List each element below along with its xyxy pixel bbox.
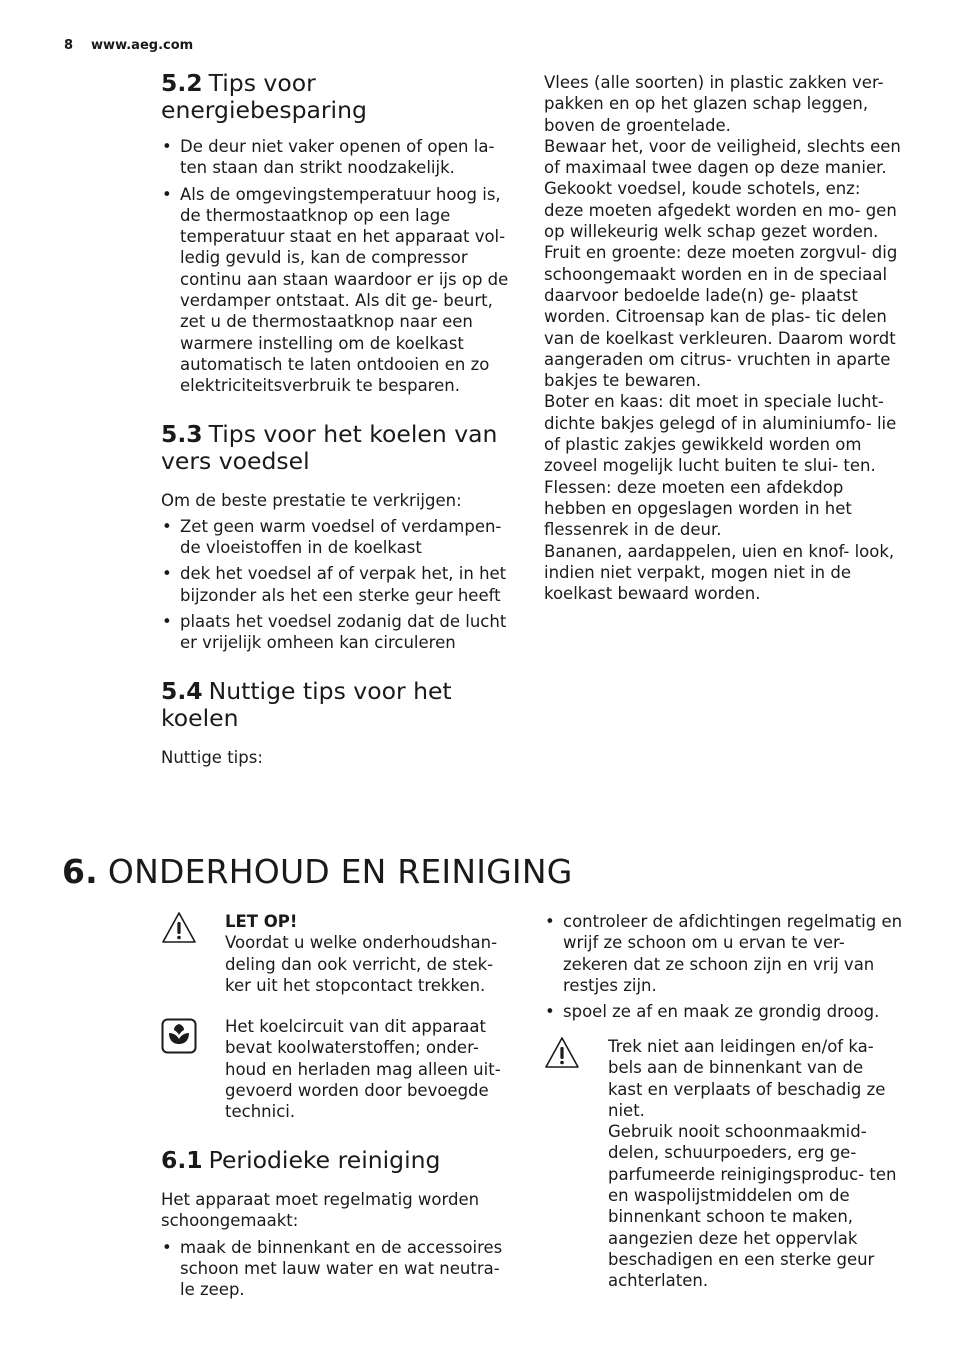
warning-body: Voordat u welke onderhoudshan- deling dan ook verricht, de stek- ker uit het stopcontact trekken. xyxy=(225,933,498,995)
warning-2-body-1: Trek niet aan leidingen en/of ka- bels aan de binnenkant van de kast en verplaats of beschadig ze niet. xyxy=(608,1037,886,1120)
section-number: 6.1 xyxy=(161,1146,203,1174)
section-title: Periodieke reiniging xyxy=(208,1146,441,1174)
section-5-4-heading xyxy=(161,678,519,732)
section-6-1-list xyxy=(161,1237,519,1301)
list-item: • Zet geen warm voedsel of verdampen- de vloeistoffen in de koelkast xyxy=(161,516,519,559)
right-column-top xyxy=(544,72,904,604)
paragraph-cooked-food: Gekookt voedsel, koude schotels, enz: deze moeten afgedekt worden en mo- gen op willekeurig welk schap gezet worden. xyxy=(544,179,897,242)
warning-triangle-icon xyxy=(161,911,197,947)
list-item: • dek het voedsel af of verpak het, in het bijzonder als het een sterke geur heeft xyxy=(161,563,519,606)
left-column-top xyxy=(161,70,519,768)
list-item: • De deur niet vaker openen of open la- ten staan dan strikt noodzakelijk. xyxy=(161,136,519,179)
section-number: 5.4 xyxy=(161,676,203,705)
list-item: • Als de omgevingstemperatuur hoog is, de thermostaatknop op een lage temperatuur staat en het apparaat vol- ledig gevuld is, kan de compressor continu aan staan waardoor er ijs op de verdamper ontstaat. Als dit ge- beurt, zet u de thermostaatknop naar een warmere instelling om de koelkast automatisch te laten ontdooien en zo elektriciteitsverbruik te besparen. xyxy=(161,184,519,397)
environment-text: Het koelcircuit van dit apparaat bevat koolwaterstoffen; onder- houd en herladen mag alleen uit- gevoerd worden door bevoegde technici. xyxy=(225,1017,501,1122)
section-5-2-list xyxy=(161,136,519,397)
warning-notice xyxy=(161,911,521,1001)
list-item: • controleer de afdichtingen regelmatig en wrijf ze schoon om u ervan te ver- zekeren dat ze schoon zijn en vrij van restjes zijn. xyxy=(544,911,904,996)
website-url: www.aeg.com xyxy=(91,38,194,53)
warning-notice-2 xyxy=(544,1036,904,1296)
section-5-3-list xyxy=(161,516,519,654)
list-item: • maak de binnenkant en de accessoires schoon met lauw water en wat neutra- le zeep. xyxy=(161,1237,519,1301)
warning-triangle-icon xyxy=(544,1036,580,1072)
paragraph-butter-cheese: Boter en kaas: dit moet in speciale lucht- dichte bakjes gelegd of in aluminiumfo- lie of plastic zakjes gewikkeld worden om zoveel mogelijk lucht buiten te slui- ten. xyxy=(544,392,897,476)
section-6-1-intro: Het apparaat moet regelmatig worden schoongemaakt: xyxy=(161,1190,480,1231)
paragraph-bananas: Bananen, aardappelen, uien en knof- look, indien niet verpakt, mogen niet in de koelkast bewaard worden. xyxy=(544,541,895,604)
section-6-1 xyxy=(161,1147,519,1305)
paragraph-storage-time: Bewaar het, voor de veiligheid, slechts een of maximaal twee dagen op deze manier. xyxy=(544,136,901,178)
section-5-3-heading xyxy=(161,421,519,475)
section-title: Tips voor het koelen van vers voedsel xyxy=(161,419,498,475)
page-number: 8 xyxy=(64,38,74,53)
warning-title: LET OP! xyxy=(225,912,298,931)
right-column-bottom xyxy=(544,911,904,1027)
environment-notice xyxy=(161,1016,521,1126)
section-number: 5.2 xyxy=(161,69,203,97)
section-title: Nuttige tips voor het koelen xyxy=(161,676,452,732)
section-title: Tips voor energiebesparing xyxy=(161,69,367,124)
warning-2-text xyxy=(608,1036,898,1292)
cleaning-list xyxy=(544,911,904,1022)
list-item: • plaats het voedsel zodanig dat de lucht er vrijelijk omheen kan circuleren xyxy=(161,611,519,654)
chapter-number: 6. xyxy=(62,852,98,891)
warning-text xyxy=(225,911,521,996)
section-6-1-heading xyxy=(161,1147,519,1174)
section-number: 5.3 xyxy=(161,419,203,448)
paragraph-bottles: Flessen: deze moeten een afdekdop hebben en opgeslagen worden in het flessenrek in de deur. xyxy=(544,477,852,540)
list-item: • spoel ze af en maak ze grondig droog. xyxy=(544,1001,904,1022)
paragraph-meat: Vlees (alle soorten) in plastic zakken ver- pakken en op het glazen schap leggen, boven de groentelade. xyxy=(544,73,884,135)
section-5-3-intro: Om de beste prestatie te verkrijgen: xyxy=(161,490,462,510)
paragraph-fruit-vegetables: Fruit en groente: deze moeten zorgvul- dig schoongemaakt worden en in de speciaal daarvoor bedoelde lade(n) ge- plaatst worden. Citroensap kan de plas- tic delen van de koelkast verkleuren. Daarom wordt aangeraden om citrus- vruchten in aparte bakjes te bewaren. xyxy=(544,243,898,391)
section-5-2-heading xyxy=(161,70,519,124)
chapter-6-heading xyxy=(62,852,573,891)
environment-icon xyxy=(161,1018,197,1054)
section-5-4-intro: Nuttige tips: xyxy=(161,747,263,767)
warning-2-body-2: Gebruik nooit schoonmaakmid- delen, schuurpoeders, erg ge- parfumeerde reinigingsproduc- ten en waspolijstmiddelen om de binnenkant schoon te maken, aangezien deze het oppervlak beschadigen en een sterke geur achterlaten. xyxy=(608,1122,897,1291)
page-header xyxy=(64,38,193,53)
chapter-title: ONDERHOUD EN REINIGING xyxy=(107,852,573,891)
